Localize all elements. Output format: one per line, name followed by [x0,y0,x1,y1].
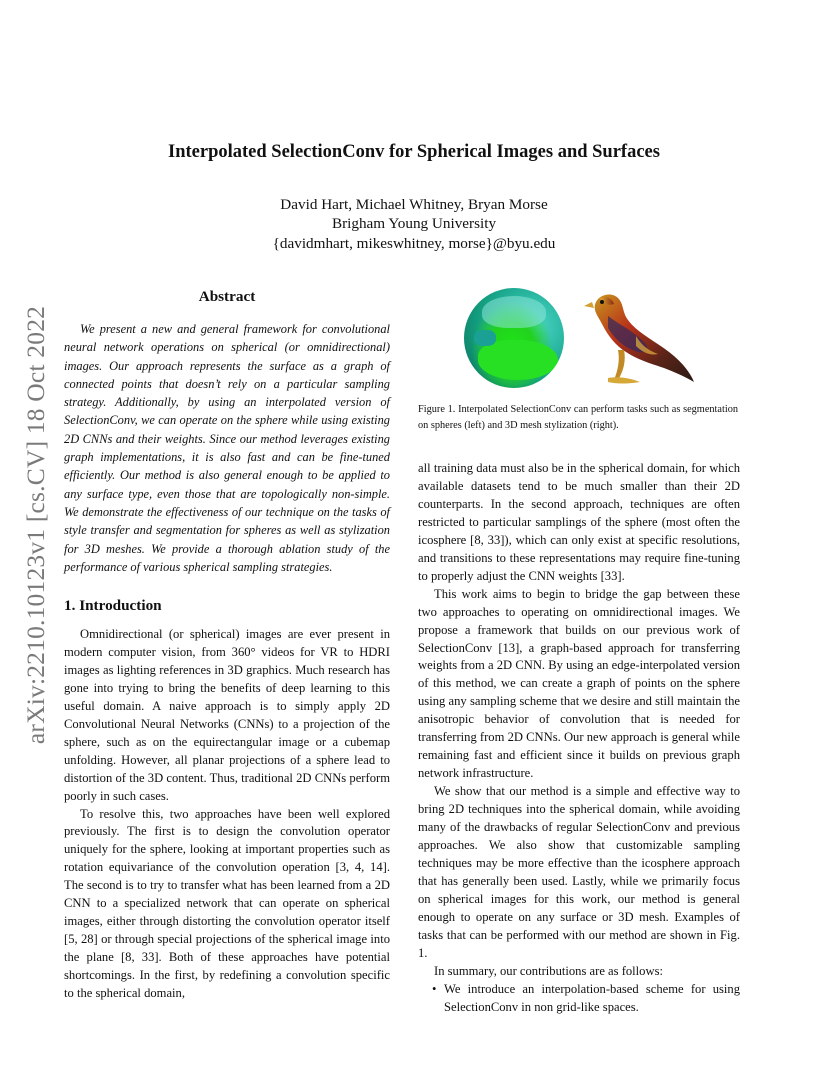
paragraph: We show that our method is a simple and effective way to bring 2D techniques into the spherical domain, while avoiding many of the drawbacks of regular SelectionConv and previous approaches. We also show that customizable sampling techniques may be more effective than the icosphere approach that has generally been used. Lastly, while we primarily focus on spherical images for this work, our method is general enough to operate on any surface or 3D mesh. Examples of tasks that can be performed with our method are shown in Fig. 1. [418,784,740,960]
figure-1 [418,288,738,438]
paragraph: Omnidirectional (or spherical) images are ever present in modern computer vision, from 360° videos for VR to HDRI images as lighting references in 3D graphics. Much research has gone into trying to bring the benefits of deep learning to this useful domain. A naive approach is to simply apply 2D Convolutional Neural Networks (CNNs) to a projection of the sphere, such as on the equirectangular image or a cubemap unfolding. However, all planar projections of a sphere lead to distortion of the 3D content. Thus, traditional 2D CNNs perform poorly in such cases. [64,627,390,803]
paper-title: Interpolated SelectionConv for Spherical Images and Surfaces [168,142,660,162]
stylized-bird-mesh-image [578,290,696,388]
arxiv-identifier [10,290,62,760]
figure-1-images [418,288,738,388]
abstract-heading: Abstract [198,288,256,305]
arxiv-identifier-text: arXiv:2210.10123v1 [cs.CV] 18 Oct 2022 [21,305,50,745]
author-names: David Hart, Michael Whitney, Bryan Morse [280,196,548,213]
introduction-right-column [418,460,740,1017]
paragraph: In summary, our contributions are as follows: [434,963,663,978]
segmented-sphere-image [464,288,564,388]
paragraph-continuation: all training data must also be in the spherical domain, for which available datasets tend to be much smaller than their 2D counterparts. In the second approach, techniques are often restricted to particular samplings of the sphere (most often the icosphere [8, 33]), which can only exist at specific resolutions, and transitions to these representations may require fine-tuning to properly adjust the CNN weights [33]. [418,461,740,583]
introduction-left-column [64,626,390,1003]
contribution-list-item [418,981,740,1017]
contribution-text: We introduce an interpolation-based scheme for using SelectionConv in non grid-like spaces. [444,981,740,1014]
figure-1-caption: Figure 1. Interpolated SelectionConv can perform tasks such as segmentation on spheres (left) and 3D mesh stylization (right). [418,404,738,431]
author-emails: {davidmhart, mikeswhitney, morse}@byu.edu [272,234,556,252]
paragraph: This work aims to begin to bridge the gap between these two approaches to operating on omnidirectional images. We propose a framework that builds on our previous work of SelectionConv [13], a graph-based approach for transferring weights from a 2D CNN. By using an edge-interpolated version of this method, we can create a graph of points on the sphere using any sampling scheme that we desire and still maintain the anisotropic behavior of convolution that is needed for transferring from 2D CNNs. Our new approach is general while remaining fast and efficient since it builds on previous graph network infrastructure. [418,586,740,781]
bullet-marker: • [432,981,437,996]
author-affiliation: Brigham Young University [331,215,497,233]
author-block [0,195,828,253]
section-heading-introduction: 1. Introduction [64,597,162,614]
abstract-text: We present a new and general framework for convolutional neural network operations on spherical (or omnidirectional) images. Our approach represents the surface as a graph of connected points that doesn’t rely on a particular sampling strategy. Additionally, by using an interpolated version of SelectionConv, we can operate on the sphere while using existing 2D CNNs and their weights. Since our method leverages existing graph implementations, it is also fast and can be fine-tuned efficiently. Our method is also general enough to be applied to any surface type, even those that are topologically non-simple. We demonstrate the effectiveness of our technique on the tasks of style transfer and segmentation for spheres as well as stylization for 3D meshes. We provide a thorough ablation study of the performance of various spherical sampling strategies. [64,322,390,574]
paragraph: To resolve this, two approaches have been well explored previously. The first is to design the convolution operator uniquely for the sphere, looking at important properties such as rotation equivariance of the convolution operation [3, 4, 14]. The second is to try to transfer what has been learned from a 2D CNN to a specialized network that can operate on spherical images, either through distorting the convolution operator itself [5, 28] or through special projections of the spherical image into the plane [8, 33]. Both of these approaches have potential shortcomings. In the first, by redefining a convolution specific to the spherical domain, [64,806,390,1001]
